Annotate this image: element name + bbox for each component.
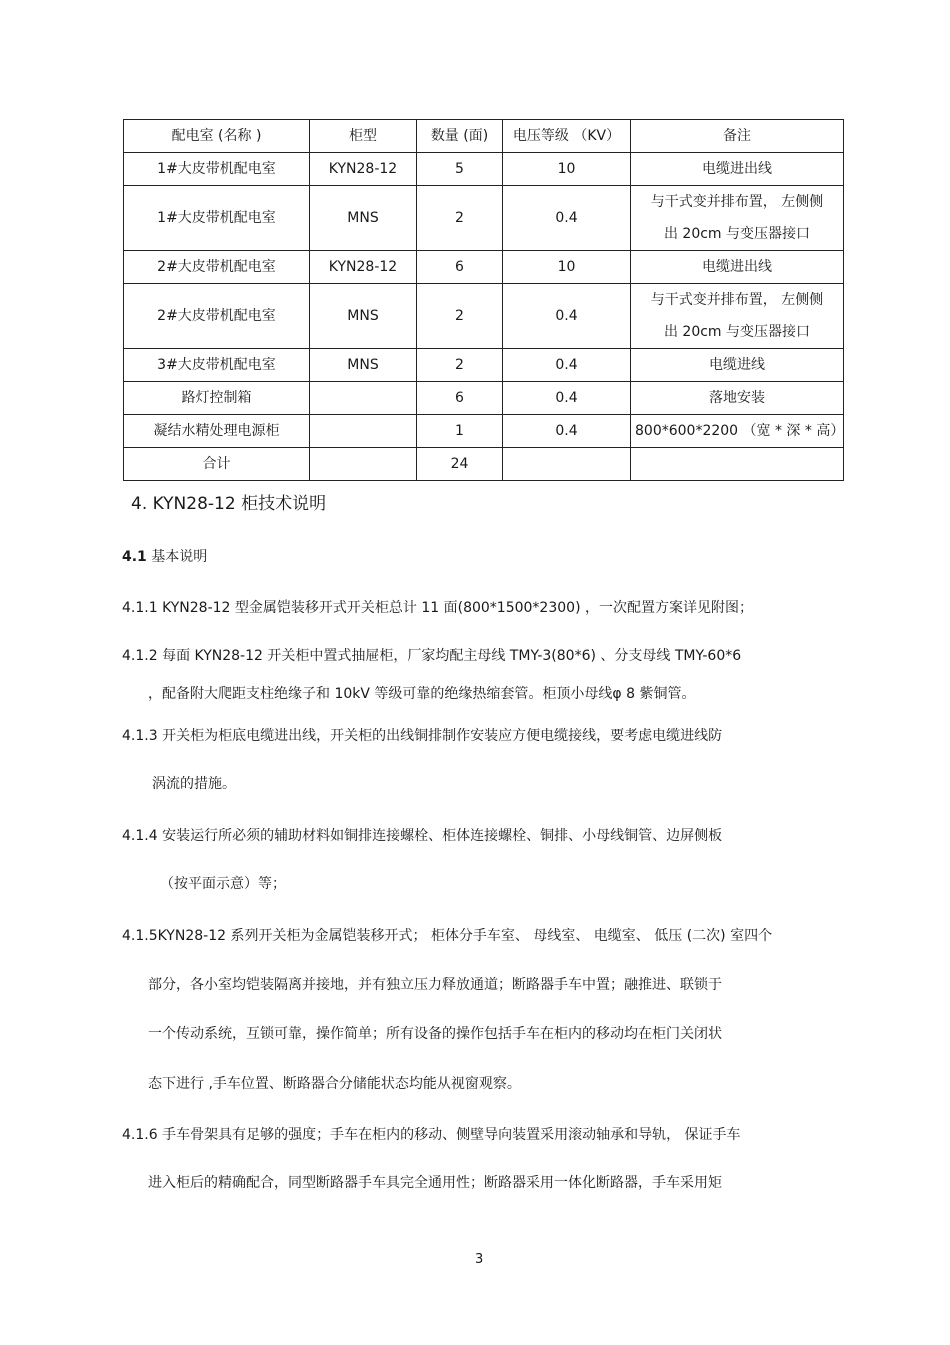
cell-note xyxy=(631,284,844,349)
cell-type xyxy=(310,448,417,481)
header-note: 备注 xyxy=(631,120,844,153)
cell-voltage: 0.4 xyxy=(503,349,631,382)
paragraph-4-1-6-cont: 进入柜后的精确配合，同型断路器手车具完全通用性；断路器采用一体化断路器，手车采用矩 xyxy=(148,1175,722,1191)
cell-note: 电缆进线 xyxy=(631,349,844,382)
cell-note xyxy=(631,186,844,251)
table-row xyxy=(124,284,844,349)
paragraph-4-1-4: 4.1.4 安装运行所必须的辅助材料如铜排连接螺栓、柜体连接螺栓、铜排、小母线铜管、边屏侧板 xyxy=(122,828,723,844)
cell-voltage: 0.4 xyxy=(503,284,631,349)
cell-room: 1#大皮带机配电室 xyxy=(124,186,310,251)
cell-type: MNS xyxy=(310,186,417,251)
note-line: 出 20cm 与变压器接口 xyxy=(663,324,811,340)
cell-voltage: 0.4 xyxy=(503,382,631,415)
header-room: 配电室 (名称 ) xyxy=(124,120,310,153)
cell-qty: 2 xyxy=(417,349,503,382)
paragraph-4-1-5-cont-2: 一个传动系统，互锁可靠，操作简单；所有设备的操作包括手车在柜内的移动均在柜门关闭状 xyxy=(148,1026,722,1042)
cell-qty: 1 xyxy=(417,415,503,448)
cell-qty: 6 xyxy=(417,251,503,284)
section-title: 4. KYN28-12 柜技术说明 xyxy=(131,494,327,514)
cell-type: KYN28-12 xyxy=(310,251,417,284)
paragraph-4-1-5-cont-3: 态下进行 ,手车位置、断路器合分储能状态均能从视窗观察。 xyxy=(148,1076,521,1092)
cell-note: 电缆进出线 xyxy=(631,251,844,284)
paragraph-4-1-5: 4.1.5KYN28-12 系列开关柜为金属铠装移开式； 柜体分手车室、 母线室、 电缆室、 低压 (二次) 室四个 xyxy=(122,928,773,944)
paragraph-4-1-4-cont: （按平面示意）等； xyxy=(160,876,286,892)
table-row xyxy=(124,415,844,448)
cell-qty: 5 xyxy=(417,153,503,186)
cell-type: KYN28-12 xyxy=(310,153,417,186)
subsection-heading xyxy=(122,546,207,566)
cell-room: 1#大皮带机配电室 xyxy=(124,153,310,186)
cell-type xyxy=(310,415,417,448)
paragraph-4-1-5-cont-1: 部分，各小室均铠装隔离并接地，并有独立压力释放通道；断路器手车中置；融推进、联锁于 xyxy=(148,977,722,993)
paragraph-4-1-1: 4.1.1 KYN28-12 型金属铠装移开式开关柜总计 11 面(800*1500*2300) ，一次配置方案详见附图； xyxy=(122,600,753,616)
cell-type xyxy=(310,382,417,415)
cell-qty: 2 xyxy=(417,186,503,251)
cell-room: 3#大皮带机配电室 xyxy=(124,349,310,382)
cell-type: MNS xyxy=(310,284,417,349)
subsection-number: 4.1 xyxy=(122,549,147,565)
note-line: 出 20cm 与变压器接口 xyxy=(663,226,811,242)
table-row xyxy=(124,349,844,382)
cell-note: 800*600*2200 （宽 * 深 * 高） xyxy=(631,415,844,448)
table-row xyxy=(124,153,844,186)
table-row xyxy=(124,186,844,251)
cell-room: 路灯控制箱 xyxy=(124,382,310,415)
switchgear-table xyxy=(123,119,844,481)
cell-note xyxy=(631,448,844,481)
cell-voltage: 10 xyxy=(503,251,631,284)
cell-voltage: 0.4 xyxy=(503,415,631,448)
cell-room: 2#大皮带机配电室 xyxy=(124,284,310,349)
cell-room: 2#大皮带机配电室 xyxy=(124,251,310,284)
cell-note: 电缆进出线 xyxy=(631,153,844,186)
subsection-title: 基本说明 xyxy=(146,549,208,565)
table-row xyxy=(124,251,844,284)
header-voltage: 电压等级 （KV） xyxy=(503,120,631,153)
table-total-row xyxy=(124,448,844,481)
cell-room: 凝结水精处理电源柜 xyxy=(124,415,310,448)
paragraph-4-1-2-cont: ，配备附大爬距支柱绝缘子和 10kV 等级可靠的绝缘热缩套管。柜顶小母线φ 8 紫铜管。 xyxy=(148,686,696,702)
table-header-row xyxy=(124,120,844,153)
header-qty: 数量 (面) xyxy=(417,120,503,153)
cell-note: 落地安装 xyxy=(631,382,844,415)
page-number: 3 xyxy=(475,1252,484,1267)
note-line: 与干式变并排布置， 左侧侧 xyxy=(650,292,824,308)
header-type: 柜型 xyxy=(310,120,417,153)
cell-voltage xyxy=(503,448,631,481)
paragraph-4-1-6: 4.1.6 手车骨架具有足够的强度；手车在柜内的移动、侧壁导向装置采用滚动轴承和导轨， 保证手车 xyxy=(122,1127,741,1143)
cell-qty: 24 xyxy=(417,448,503,481)
paragraph-4-1-3-cont: 涡流的措施。 xyxy=(152,776,236,792)
cell-qty: 6 xyxy=(417,382,503,415)
paragraph-4-1-3: 4.1.3 开关柜为柜底电缆进出线，开关柜的出线铜排制作安装应方便电缆接线，要考虑电缆进线防 xyxy=(122,728,723,744)
cell-type: MNS xyxy=(310,349,417,382)
paragraph-4-1-2: 4.1.2 每面 KYN28-12 开关柜中置式抽屉柜，厂家均配主母线 TMY-3(80*6) 、分支母线 TMY-60*6 xyxy=(122,648,742,664)
cell-voltage: 10 xyxy=(503,153,631,186)
note-line: 与干式变并排布置， 左侧侧 xyxy=(650,194,824,210)
table-row xyxy=(124,382,844,415)
cell-qty: 2 xyxy=(417,284,503,349)
cell-voltage: 0.4 xyxy=(503,186,631,251)
cell-room: 合计 xyxy=(124,448,310,481)
